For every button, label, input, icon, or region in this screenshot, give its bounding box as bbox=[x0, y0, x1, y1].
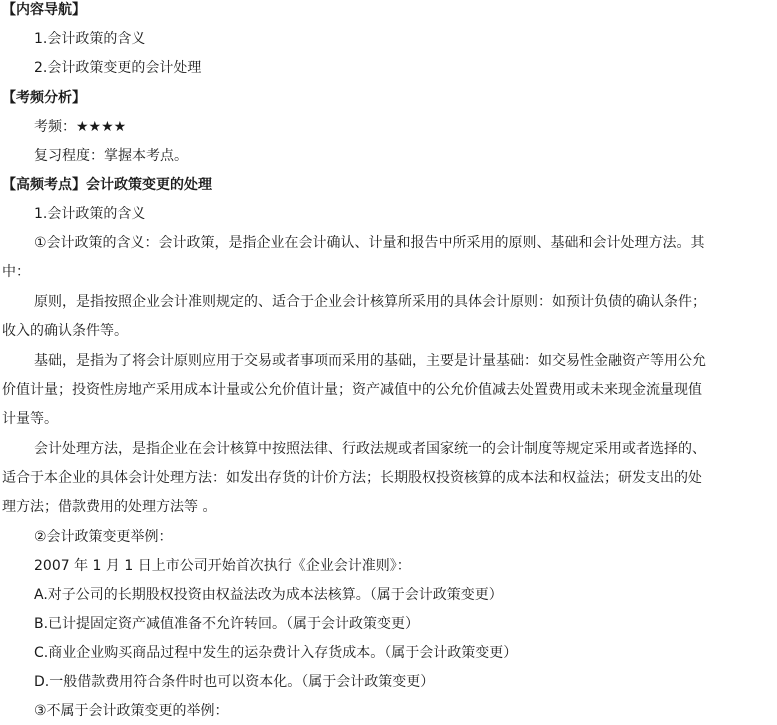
method-paragraph-line: 适合于本企业的具体会计处理方法：如发出存货的计价方法；长期股权投资核算的成本法和权益法；研发支出的处 bbox=[2, 470, 702, 486]
example-item-b: B.已计提固定资产减值准备不允许转回。（属于会计政策变更） bbox=[34, 616, 420, 632]
basis-paragraph-line: 价值计量；投资性房地产采用成本计量或公允价值计量；资产减值中的公允价值减去处置费用或未来现金流量现值 bbox=[2, 382, 702, 398]
subsection-title: 1.会计政策的含义 bbox=[34, 206, 146, 222]
nav-heading: 【内容导航】 bbox=[2, 2, 86, 18]
method-paragraph-line: 理方法；借款费用的处理方法等 。 bbox=[2, 499, 217, 515]
principle-paragraph-line: 收入的确认条件等。 bbox=[2, 323, 128, 339]
definition-paragraph-line: 中： bbox=[2, 264, 30, 280]
basis-paragraph-line: 基础，是指为了将会计原则应用于交易或者事项而采用的基础，主要是计量基础：如交易性金融资产等用公允 bbox=[34, 353, 706, 369]
non-example-heading: ③不属于会计政策变更的举例： bbox=[34, 703, 229, 719]
key-point-heading: 【高频考点】会计政策变更的处理 bbox=[2, 177, 212, 193]
method-paragraph-line: 会计处理方法，是指企业在会计核算中按照法律、行政法规或者国家统一的会计制度等规定采用或者选择的、 bbox=[34, 441, 706, 457]
nav-item-2: 2.会计政策变更的会计处理 bbox=[34, 60, 202, 76]
frequency-text: 考频：★★★★ bbox=[34, 119, 127, 135]
example-heading: ②会计政策变更举例： bbox=[34, 529, 173, 545]
basis-paragraph-line: 计量等。 bbox=[2, 411, 58, 427]
review-level-text: 复习程度：掌握本考点。 bbox=[34, 148, 188, 164]
nav-item-1: 1.会计政策的含义 bbox=[34, 31, 146, 47]
analysis-heading: 【考频分析】 bbox=[2, 90, 86, 106]
example-item-c: C.商业企业购买商品过程中发生的运杂费计入存货成本。（属于会计政策变更） bbox=[34, 645, 518, 661]
definition-paragraph-line: ①会计政策的含义：会计政策，是指企业在会计确认、计量和报告中所采用的原则、基础和会计处理方法。其 bbox=[34, 235, 705, 251]
principle-paragraph-line: 原则，是指按照企业会计准则规定的、适合于企业会计核算所采用的具体会计原则：如预计负债的确认条件； bbox=[34, 294, 706, 310]
example-intro: 2007 年 1 月 1 日上市公司开始首次执行《企业会计准则》： bbox=[34, 558, 411, 574]
example-item-d: D.一般借款费用符合条件时也可以资本化。（属于会计政策变更） bbox=[34, 674, 435, 690]
example-item-a: A.对子公司的长期股权投资由权益法改为成本法核算。（属于会计政策变更） bbox=[34, 587, 503, 603]
